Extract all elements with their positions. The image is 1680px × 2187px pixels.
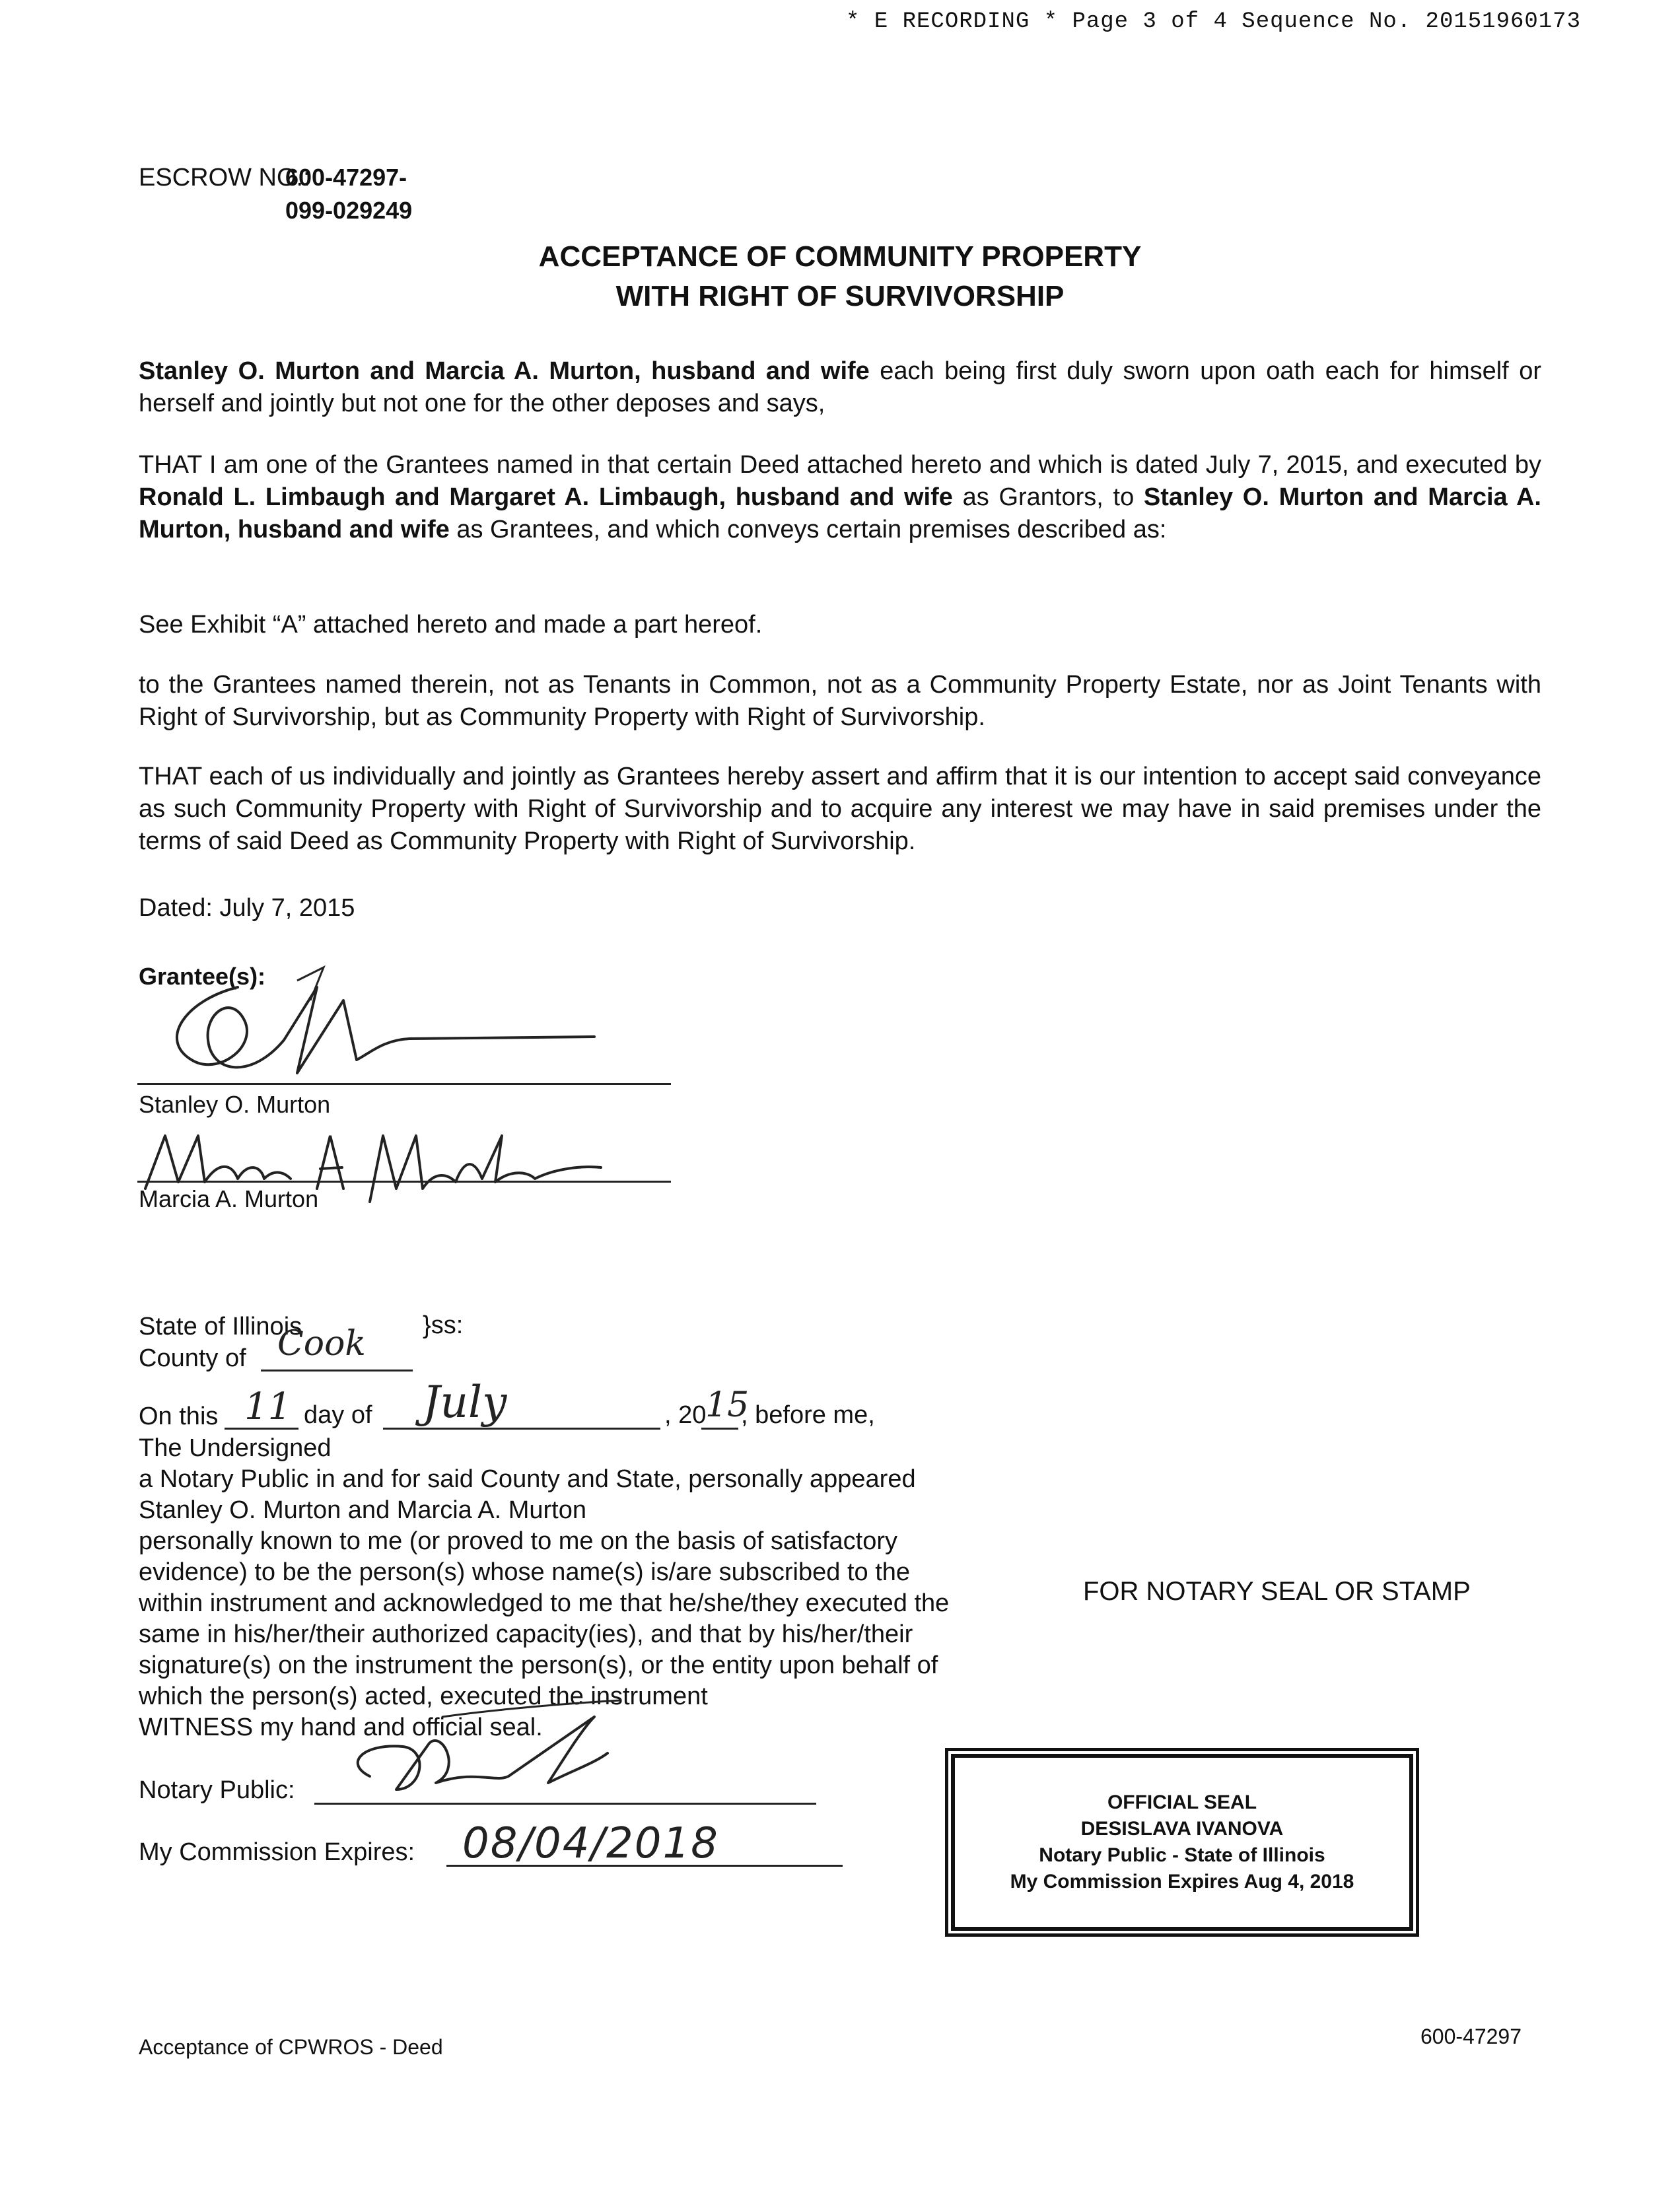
stamp-line1: OFFICIAL SEAL — [1107, 1791, 1257, 1813]
year-underline — [701, 1428, 738, 1430]
paragraph-deed-text-c: as Grantees, and which conveys certain premises described as: — [449, 516, 1167, 543]
ack-line: WITNESS my hand and official seal. — [139, 1714, 543, 1741]
month-underline — [383, 1428, 660, 1430]
commission-underline — [446, 1865, 843, 1867]
document-title-line2: WITH RIGHT OF SURVIVORSHIP — [615, 280, 1065, 312]
day-of-label: day of — [304, 1401, 372, 1429]
notary-public-label: Notary Public: — [139, 1776, 295, 1804]
paragraph-deed-text-b: as Grantors, to — [952, 483, 1144, 511]
paragraph-exhibit: See Exhibit “A” attached hereto and made a part hereof. — [139, 611, 763, 639]
grantees-names: Stanley O. Murton and Marcia A. Murton, husband and wife — [139, 483, 1541, 543]
stamp-line2: DESISLAVA IVANOVA — [1080, 1818, 1284, 1840]
grantee1-signature-line — [137, 1083, 671, 1085]
recording-header: * E RECORDING * Page 3 of 4 Sequence No. 20151960173 — [846, 9, 1581, 34]
notary-signature — [343, 1690, 674, 1809]
paragraph-deponents — [139, 355, 1541, 420]
paragraph-deponents-text: each being first duly sworn upon oath each for himself or herself and jointly but not one for the other deposes and says, — [139, 357, 1541, 417]
stamp-line4: My Commission Expires Aug 4, 2018 — [1010, 1871, 1354, 1892]
before-me-label: , before me, — [741, 1401, 875, 1429]
paragraph-affirmation: THAT each of us individually and jointly as Grantees hereby assert and affirm that it is our intention to accept said conveyance as such Community Property with Right of Survivorship and to acquire any interest we may have in said premises under the terms of said Deed as Community Property with Right of Survivorship. — [139, 763, 1541, 855]
escrow-number-line1: 600-47297- — [285, 164, 407, 191]
ack-line: a Notary Public in and for said County and State, personally appeared — [139, 1465, 916, 1493]
county-underline — [261, 1370, 413, 1371]
document-title-line1: ACCEPTANCE OF COMMUNITY PROPERTY — [538, 240, 1142, 273]
year-prefix: , 20 — [664, 1401, 707, 1429]
grantee1-name: Stanley O. Murton — [139, 1091, 331, 1118]
escrow-number-line2: 099-029249 — [285, 197, 413, 224]
ss-mark: }ss: — [423, 1311, 464, 1339]
commission-expires-label: My Commission Expires: — [139, 1838, 415, 1866]
footer-document-name: Acceptance of CPWROS - Deed — [139, 2035, 443, 2059]
deponents-names: Stanley O. Murton and Marcia A. Murton, husband and wife — [139, 357, 870, 385]
paragraph-deed-text-a: THAT I am one of the Grantees named in that certain Deed attached hereto and which is dated July 7, 2015, and executed by — [139, 451, 1541, 479]
state-line: State of Illinois — [139, 1313, 302, 1340]
footer-escrow-number: 600-47297 — [1420, 2025, 1522, 2048]
year-value: 15 — [705, 1385, 750, 1425]
ack-line: Stanley O. Murton and Marcia A. Murton — [139, 1496, 586, 1524]
county-label: County of — [139, 1344, 246, 1372]
grantees-label: Grantee(s): — [139, 963, 266, 990]
official-seal-stamp — [951, 1754, 1413, 1931]
grantee2-signature-line — [137, 1181, 671, 1183]
dated-line: Dated: July 7, 2015 — [139, 894, 355, 922]
day-value: 11 — [244, 1385, 292, 1428]
day-underline — [225, 1428, 298, 1430]
on-this-label: On this — [139, 1403, 219, 1430]
ack-line: signature(s) on the instrument the person(s), or the entity upon behalf of — [139, 1651, 938, 1679]
stanley-signature — [145, 961, 608, 1093]
grantors-names: Ronald L. Limbaugh and Margaret A. Limbaugh, husband and wife — [139, 483, 953, 511]
ack-line: evidence) to be the person(s) whose name(s) is/are subscribed to the — [139, 1558, 911, 1586]
month-value: July — [423, 1377, 507, 1428]
stamp-line3: Notary Public - State of Illinois — [1039, 1844, 1325, 1866]
seal-placeholder-label: FOR NOTARY SEAL OR STAMP — [1083, 1577, 1471, 1606]
ack-line: The Undersigned — [139, 1434, 332, 1462]
notary-signature-line — [314, 1803, 816, 1805]
escrow-label: ESCROW NO.: — [139, 164, 310, 191]
county-value: Cook — [277, 1324, 366, 1364]
ack-line: same in his/her/their authorized capacity(ies), and that by his/her/their — [139, 1620, 913, 1648]
paragraph-tenancy: to the Grantees named therein, not as Tenants in Common, not as a Community Property Estate, nor as Joint Tenants with Right of Survivorship, but as Community Property with Right of Survivorship. — [139, 671, 1541, 731]
paragraph-deed — [139, 449, 1541, 546]
ack-line: which the person(s) acted, executed the instrument — [139, 1683, 708, 1710]
grantee2-name: Marcia A. Murton — [139, 1185, 319, 1212]
commission-expires-value: 08/04/2018 — [462, 1819, 719, 1868]
ack-line: personally known to me (or proved to me on the basis of satisfactory — [139, 1527, 897, 1555]
ack-line: within instrument and acknowledged to me that he/she/they executed the — [139, 1589, 950, 1617]
